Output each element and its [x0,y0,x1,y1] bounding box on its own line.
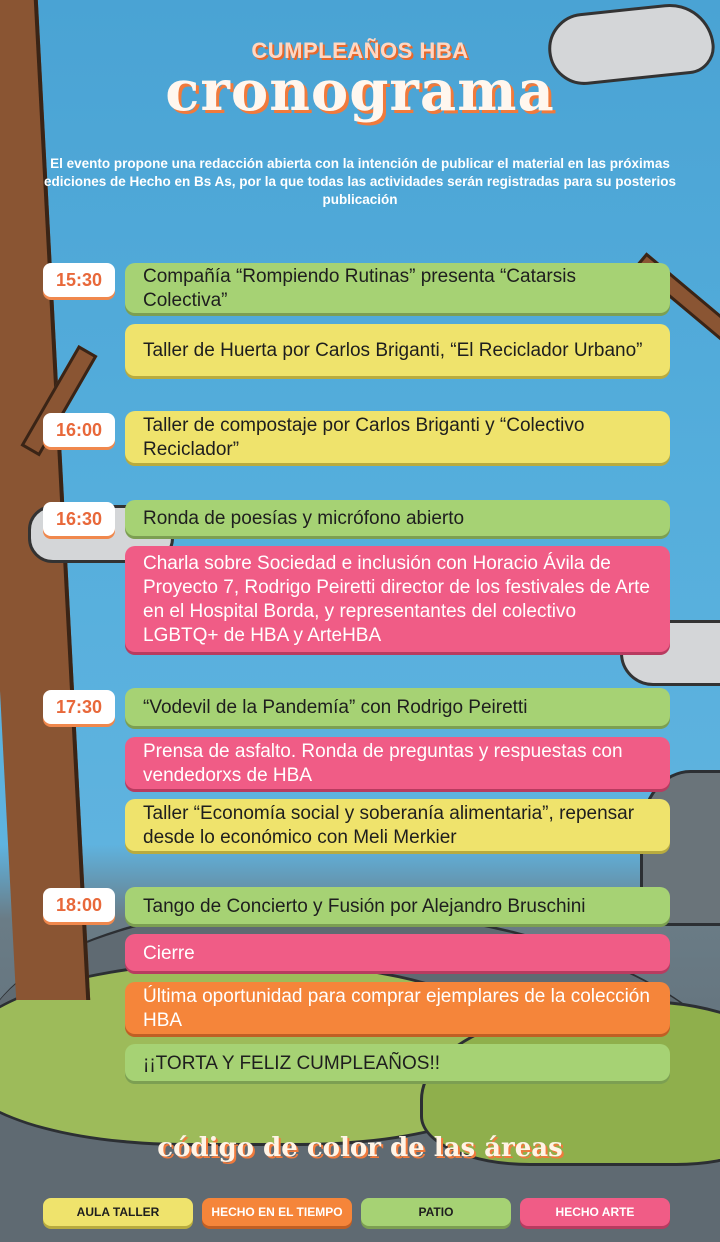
time-label: 16:30 [43,502,115,536]
event-card: Taller de Huerta por Carlos Briganti, “El Reciclador Urbano” [125,324,670,376]
event-card: Última oportunidad para comprar ejemplares de la colección HBA [125,982,670,1034]
event-card: Taller “Economía social y soberanía alimentaria”, repensar desde lo económico con Meli Merkier [125,799,670,851]
event-card: Cierre [125,934,670,971]
legend-chip-hecho-arte: HECHO ARTE [520,1198,670,1226]
event-card: Charla sobre Sociedad e inclusión con Horacio Ávila de Proyecto 7, Rodrigo Peiretti director de los festivales de Arte en el Hospital Borda, y representantes del colectivo LGBTQ+ de HBA y ArteHBA [125,546,670,652]
legend-chip-aula-taller: AULA TALLER [43,1198,193,1226]
time-label: 17:30 [43,690,115,724]
event-card: Taller de compostaje por Carlos Briganti y “Colectivo Reciclador” [125,411,670,463]
event-card: “Vodevil de la Pandemía” con Rodrigo Peiretti [125,688,670,726]
time-label: 18:00 [43,888,115,922]
event-card: Compañía “Rompiendo Rutinas” presenta “Catarsis Colectiva” [125,263,670,313]
time-label: 15:30 [43,263,115,297]
event-card: Tango de Concierto y Fusión por Alejandro Bruschini [125,887,670,924]
legend-title: código de color de las áreas [157,1133,563,1163]
page-title: cronograma [165,58,555,124]
tree-trunk [0,0,90,1000]
legend-chip-hecho-en-el-tiempo: HECHO EN EL TIEMPO [202,1198,352,1226]
legend-chip-patio: PATIO [361,1198,511,1226]
event-card: ¡¡TORTA Y FELIZ CUMPLEAÑOS!! [125,1044,670,1081]
brand-heading: CUMPLEAÑOS HBA [251,38,469,63]
intro-text: El evento propone una redacción abierta con la intención de publicar el material en las próximas ediciones de Hecho en Bs As, por la que todas las actividades serán registradas para su posterios publicación [44,156,676,207]
time-label: 16:00 [43,413,115,447]
event-card: Ronda de poesías y micrófono abierto [125,500,670,536]
event-card: Prensa de asfalto. Ronda de preguntas y respuestas con vendedorxs de HBA [125,737,670,789]
